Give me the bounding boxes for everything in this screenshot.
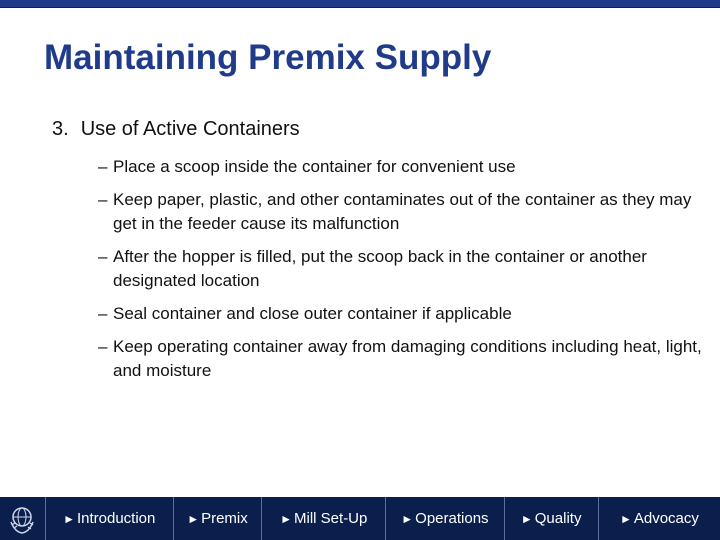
arrow-right-icon: ► [401, 511, 414, 526]
bullet-item [52, 155, 702, 179]
nav-label: Introduction [76, 510, 156, 527]
nav-label: Advocacy [633, 510, 699, 527]
bullet-text: Keep paper, plastic, and other contaminates out of the container as they may get in the feeder cause its malfunction [113, 190, 692, 233]
arrow-right-icon: ► [63, 511, 75, 526]
top-accent-bar [0, 0, 720, 8]
bullet-text: Place a scoop inside the container for convenient use [113, 157, 516, 176]
bullet-item [52, 335, 702, 383]
nav-quality[interactable] [505, 497, 599, 540]
arrow-right-icon: ► [520, 511, 533, 526]
bullet-dash: – [98, 304, 108, 323]
nav-introduction[interactable] [46, 497, 174, 540]
bullet-text: After the hopper is filled, put the scoop back in the container or another designated location [113, 247, 647, 290]
nav-operations[interactable] [386, 497, 504, 540]
bullet-dash: – [98, 190, 108, 209]
bullet-dash: – [98, 247, 108, 266]
nav-premix[interactable] [174, 497, 262, 540]
arrow-right-icon: ► [280, 511, 293, 526]
bullet-text: Seal container and close outer container if applicable [113, 304, 512, 323]
nav-label: Quality [534, 510, 582, 527]
bullet-list [52, 155, 702, 383]
bottom-navbar [0, 497, 720, 540]
bullet-text: Keep operating container away from damaging conditions including heat, light, and moisture [113, 337, 702, 380]
nav-advocacy[interactable] [599, 497, 720, 540]
nav-label: Operations [415, 510, 489, 527]
bullet-dash: – [98, 337, 108, 356]
bullet-dash: – [98, 157, 108, 176]
main-point [52, 118, 702, 141]
globe-wheat-icon [0, 497, 46, 540]
point-text: Use of Active Containers [80, 118, 300, 140]
nav-label: Mill Set-Up [294, 510, 368, 527]
bullet-item [52, 245, 702, 293]
nav-mill-setup[interactable] [262, 497, 386, 540]
arrow-right-icon: ► [619, 511, 632, 526]
bullet-item [52, 188, 702, 236]
nav-label: Premix [201, 510, 248, 527]
point-number: 3. [52, 118, 69, 140]
slide-content [52, 118, 702, 392]
slide-title: Maintaining Premix Supply [44, 38, 492, 77]
arrow-right-icon: ► [187, 511, 200, 526]
bullet-item [52, 302, 702, 326]
